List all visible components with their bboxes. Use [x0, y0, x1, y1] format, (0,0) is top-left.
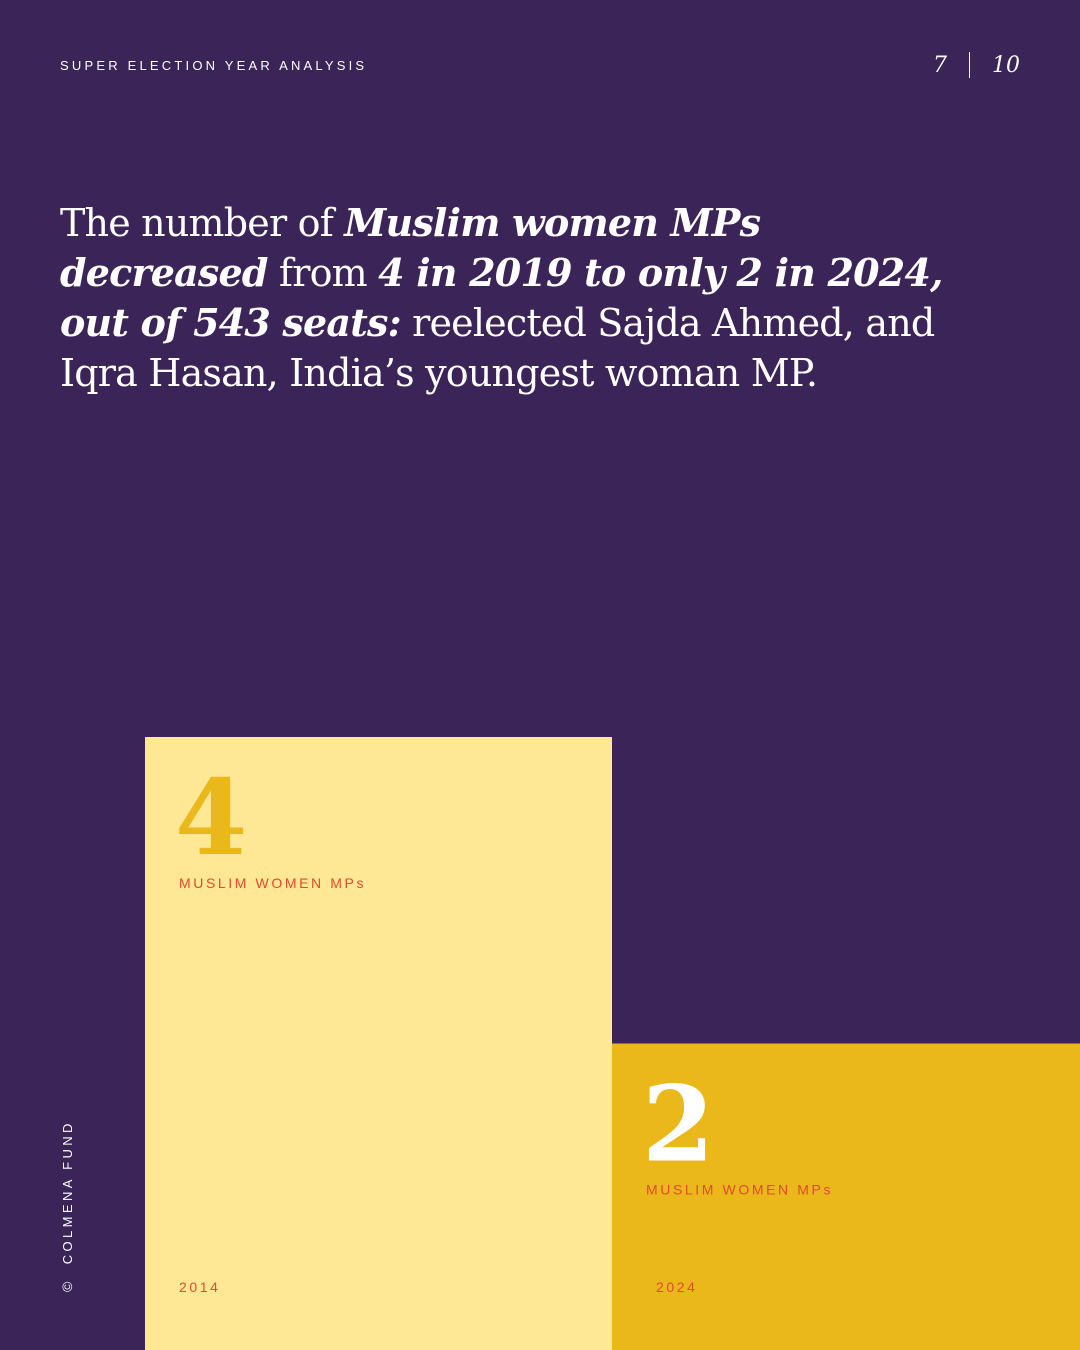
category-label-2014: 2014: [179, 1279, 221, 1295]
headline-text-3: reelected Sajda Ahmed, and Iqra Hasan, India’s youngest woman MP.: [60, 301, 935, 395]
unit-label-2024: MUSLIM WOMEN MPs: [646, 1181, 834, 1198]
page-current: 7: [933, 52, 947, 78]
copyright-symbol: ©: [59, 1278, 75, 1292]
footer-brand: [59, 1120, 75, 1292]
brand-name: COLMENA FUND: [59, 1120, 75, 1265]
data-label-2014: 4: [175, 756, 248, 879]
unit-label-2014: MUSLIM WOMEN MPs: [179, 875, 367, 891]
headline-emphasis-2: 4 in 2019 to only 2 in 2024, out of 543 seats:: [60, 250, 943, 345]
headline-text-1: The number of: [60, 201, 345, 245]
headline-text-2: from: [267, 251, 379, 295]
page-total: 10: [992, 52, 1020, 78]
headline-emphasis-1: Muslim women MPs decreased: [60, 200, 761, 295]
data-label-2024: 2: [642, 1062, 715, 1186]
category-label-2024: 2024: [656, 1279, 698, 1295]
section-kicker: SUPER ELECTION YEAR ANALYSIS: [60, 58, 368, 73]
